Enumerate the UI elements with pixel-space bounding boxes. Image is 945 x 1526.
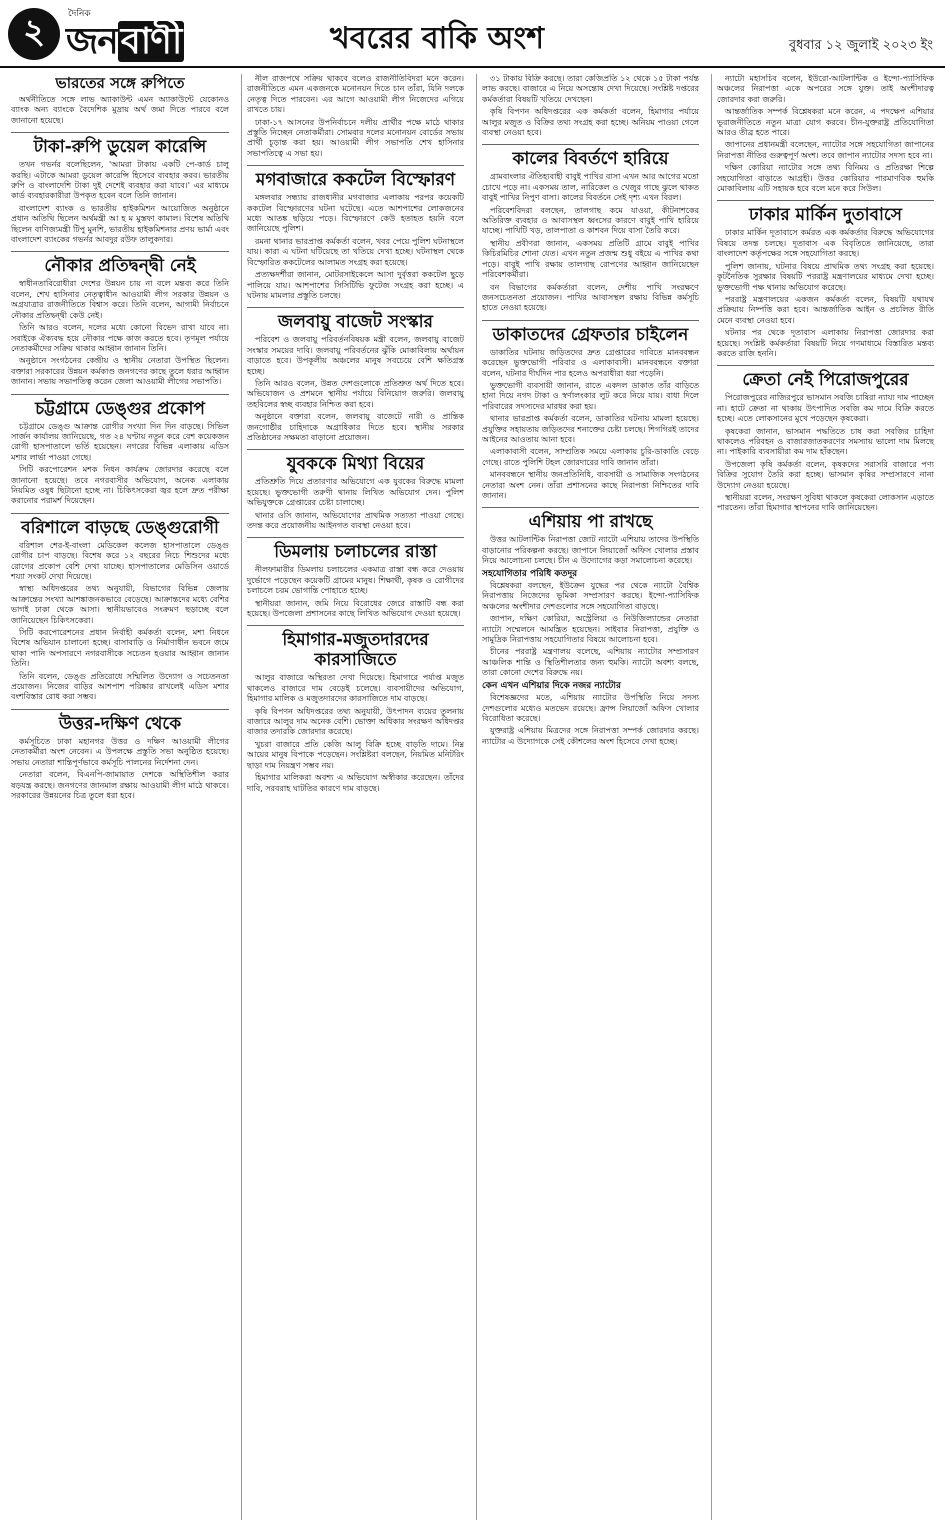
article-body (247, 565, 464, 619)
article-continuation (482, 74, 699, 138)
article-paragraph: ৩১ টাকায় বিক্রি করছে। তারা কেজিপ্রতি ১২ থেকে ১৫ টাকা পর্যন্ত লাভ করছে। বাজারে এ নিয়ে অসন্তোষ দেখা দিয়েছে। সংশ্লিষ্ট দপ্তরের কর্মকর্তারা বিষয়টি খতিয়ে দেখছেন। (482, 74, 699, 104)
article-paragraph: কর্মসূচিতে ঢাকা মহানগর উত্তর ও দক্ষিণ আওয়ামী লীগের নেতাকর্মীরা অংশ নেবেন। এ উপলক্ষে প্রস্তুতি সভা অনুষ্ঠিত হয়েছে। সভায় নেতারা শান্তিপূর্ণভাবে কর্মসূচি পালনের নির্দেশনা দেন। (11, 736, 229, 767)
article-paragraph: অনুষ্ঠানে বক্তারা বলেন, জলবায়ু বাজেটে নারী ও প্রান্তিক জনগোষ্ঠীর চাহিদাকে অগ্রাধিকার দিতে হবে। স্থানীয় সরকার প্রতিষ্ঠানের সক্ষমতা বাড়ানো প্রয়োজন। (247, 412, 464, 442)
article-body (247, 74, 464, 159)
article-headline: টাকা-রুপি ডুয়েল কারেন্সি (11, 132, 229, 160)
column-1 (6, 74, 234, 1520)
article-paragraph: প্রতিশ্রুতি দিয়ে প্রতারণার অভিযোগে এক যুবকের বিরুদ্ধে মামলা হয়েছে। ভুক্তভোগী তরুণী থানায় লিখিত অভিযোগ দেন। পুলিশ অভিযুক্তকে গ্রেপ্তারের চেষ্টা চালাচ্ছে। (247, 477, 464, 508)
article-jubok (247, 449, 464, 531)
column-3 (476, 74, 704, 1520)
article-headline: মগবাজারে ককটেল বিস্ফোরণ (247, 165, 464, 193)
article-body (482, 74, 699, 138)
article-paragraph: খুচরা বাজারে প্রতি কেজি আলু বিক্রি হচ্ছে বাড়তি দামে। নিম্ন আয়ের মানুষ বিপাকে পড়েছেন। সংশ্লিষ্টরা বলছেন, নিয়মিত মনিটরিং ছাড়া দাম নিয়ন্ত্রণ সম্ভব নয়। (247, 739, 464, 770)
article-paragraph: বরিশাল শের-ই-বাংলা মেডিকেল কলেজ হাসপাতালে ডেঙ্গু রোগীর চাপ বাড়ছে। বিশেষ করে ১২ বছরের নিচে শিশুদের মধ্যে রোগের প্রকোপ বেশি দেখা যাচ্ছে। হাসপাতালের মেডিসিন ওয়ার্ডে শয্যা সংকট দেখা দিয়েছে। (11, 540, 229, 581)
article-paragraph: স্বাধীনতাবিরোধীরা দেশের উন্নয়ন চায় না বলে মন্তব্য করে তিনি বলেন, শেখ হাসিনার নেতৃত্বাধীন আওয়ামী লীগ সরকার উন্নয়ন ও অগ্রযাত্রার রাজনীতিতে বিশ্বাস করে। তিনি বলেন, আগামী নির্বাচনে নৌকার প্রতিদ্বন্দ্বী কেউ নেই। (11, 279, 229, 320)
article-body (11, 95, 229, 126)
article-paragraph: ন্যাটো মহাসচিব বলেন, ইউরো-আটলান্টিক ও ইন্দো-প্যাসিফিক অঞ্চলের নিরাপত্তা একে অপরের সঙ্গে যুক্ত। তাই অংশীদারত্ব জোরদার করা জরুরি। (717, 74, 934, 104)
logo-word-a: জন (66, 21, 118, 62)
article-paragraph: কৃষকেরা জানান, ভাসমান পদ্ধতিতে চাষ করা সবজির চাহিদা থাকলেও পরিবহন ও বাজারজাতকরণের সমস্যায় ভালো দাম মিলছে না। পাইকারি ব্যবসায়ীরা কম দাম হাঁকছেন। (717, 426, 934, 457)
article-headline: হিমাগার-মজুতদারদের কারসাজিতে (247, 625, 464, 673)
article-body (717, 74, 934, 194)
page-number: ২ (8, 8, 60, 60)
article-headline: উত্তর-দক্ষিণ থেকে (11, 709, 229, 737)
article-paragraph: আলুর বাজারে অস্থিরতা দেখা দিয়েছে। হিমাগারে পর্যাপ্ত মজুত থাকলেও বাজারে দাম বেড়েই চলেছে। ব্যবসায়ীদের অভিযোগ, হিমাগার মালিক ও মজুতদারদের কারসাজিতে দাম বাড়ছে। (247, 673, 464, 704)
article-kaler (482, 144, 699, 313)
article-paragraph: স্থানীয় প্রবীণরা জানান, একসময় প্রতিটি গ্রামে বাবুই পাখির কিচিরমিচির শোনা যেত। এখন নতুন প্রজন্ম শুধু বইয়ে এ পাখির কথা পড়ে। বাবুই পাখি রক্ষায় তালগাছ রোপণের আহ্বান জানিয়েছেন পরিবেশকর্মীরা। (482, 238, 699, 280)
article-headline: ঢাকার মার্কিন দুতাবাসে (717, 200, 934, 228)
article-subhead: কেন এখন এশিয়ার দিকে নজর ন্যাটোর (482, 680, 621, 691)
article-dimla (247, 537, 464, 619)
article-headline: ডাকাতদের গ্রেফতার চাইলেন (482, 320, 699, 348)
article-kreta (717, 365, 934, 513)
article-paragraph: উত্তর আটলান্টিক নিরাপত্তা জোট ন্যাটো এশিয়ায় তাদের উপস্থিতি বাড়ানোর পরিকল্পনা করছে। জাপানে লিয়াজোঁ অফিস খোলার প্রস্তাব নিয়ে আলোচনা চলছে। চীন এ উদ্যোগের কড়া সমালোচনা করেছে। (482, 535, 699, 566)
article-paragraph: পরিবেশবিদরা বলছেন, তালগাছ কমে যাওয়া, কীটনাশকের অতিরিক্ত ব্যবহার ও আবাসস্থল ধ্বংসের কারণে বাবুই পাখি হারিয়ে যাচ্ছে। পাখিটি খড়, তালপাতা ও কাশবন দিয়ে বাসা তৈরি করে। (482, 205, 699, 236)
article-body (247, 335, 464, 443)
article-mogbazar (247, 165, 464, 301)
article-paragraph: বন বিভাগের কর্মকর্তারা বলেন, দেশীয় পাখি সংরক্ষণে জনসচেতনতা প্রয়োজন। পাখির আবাসস্থল রক্ষায় বিভিন্ন কর্মসূচি হাতে নেওয়া হয়েছে। (482, 282, 699, 313)
article-paragraph: জাপান, দক্ষিণ কোরিয়া, অস্ট্রেলিয়া ও নিউজিল্যান্ডের নেতারা ন্যাটো সম্মেলনে আমন্ত্রিত হয়েছেন। সাইবার নিরাপত্তা, প্রযুক্তি ও সামুদ্রিক নিরাপত্তায় সহযোগিতার বিষয়ে আলোচনা হবে। (482, 614, 699, 645)
article-paragraph: মানববন্ধনে স্থানীয় জনপ্রতিনিধি, ব্যবসায়ী ও সামাজিক সংগঠনের নেতারা অংশ নেন। তাঁরা প্রশাসনের কাছে নিরাপত্তা নিশ্চিতের দাবি জানান। (482, 470, 699, 500)
article-paragraph: ডাকাতির ঘটনায় জড়িতদের দ্রুত গ্রেপ্তারের দাবিতে মানববন্ধন করেছেন ভুক্তভোগী পরিবার ও এলাকাবাসী। মানববন্ধনে বক্তারা বলেন, ঘটনার দীর্ঘদিন পার হলেও অপরাধীরা ধরা পড়েনি। (482, 347, 699, 378)
article-eshia (482, 507, 699, 747)
article-paragraph: চট্টগ্রামে ডেঙ্গু আক্রান্ত রোগীর সংখ্যা দিন দিন বাড়ছে। সিভিল সার্জন কার্যালয় জানিয়েছে, গত ২৪ ঘণ্টায় নতুন করে বেশ কয়েকজন রোগী হাসপাতালে ভর্তি হয়েছেন। নগরের বিভিন্ন এলাকায় এডিস মশার লার্ভা পাওয়া গেছে। (11, 421, 229, 462)
article-body (247, 673, 464, 793)
article-paragraph: যুক্তরাষ্ট্র এশিয়ায় মিত্রদের সঙ্গে নিরাপত্তা সম্পর্ক জোরদার করছে। ন্যাটোর এ উদ্যোগকে সেই কৌশলের অংশ হিসেবে দেখা হচ্ছে। (482, 726, 699, 746)
logo-word-b: বাণী (118, 21, 185, 62)
article-paragraph: স্থানীয়রা বলেন, সংরক্ষণ সুবিধা থাকলে কৃষকেরা লোকসান এড়াতে পারতেন। তাঁরা হিমাগার স্থাপনের দাবি জানিয়েছেন। (717, 493, 934, 513)
dateline: বুধবার ১২ জুলাই ২০২৩ ইং (788, 38, 933, 53)
newspaper-logo (66, 6, 276, 62)
article-paragraph: নেতারা বলেন, বিএনপি-জামায়াত দেশকে অস্থিতিশীল করার ষড়যন্ত্র করছে। জনগণের জানমাল রক্ষায় আওয়ামী লীগ মাঠে থাকবে। সরকারের উন্নয়নের চিত্র তুলে ধরা হবে। (11, 770, 229, 800)
article-body (482, 535, 699, 747)
article-body (482, 172, 699, 313)
column-2 (241, 74, 469, 1520)
article-paragraph: এলাকাবাসী বলেন, সাম্প্রতিক সময়ে এলাকায় চুরি-ডাকাতি বেড়ে গেছে। রাতে পুলিশি টহল জোরদারের দাবি জানান তাঁরা। (482, 447, 699, 467)
article-paragraph: বিশেষজ্ঞদের মতে, এশিয়ায় ন্যাটোর উপস্থিতি নিয়ে সদস্য দেশগুলোর মধ্যেও মতভেদ রয়েছে। ফ্রান্স লিয়াজোঁ অফিস খোলার বিরোধিতা করেছে। (482, 693, 699, 723)
article-chattogram (11, 394, 229, 507)
news-columns (6, 74, 939, 1520)
article-paragraph: তিনি আরও বলেন, উন্নত দেশগুলোকে প্রতিশ্রুত অর্থ দিতে হবে। অভিযোজন ও প্রশমনে স্থানীয় পর্যায়ে বিনিয়োগ জরুরি। জলবায়ু তহবিলের স্বচ্ছ ব্যবহার নিশ্চিত করা হবে। (247, 378, 464, 409)
article-paragraph: কৃষি বিপণন অধিদপ্তরের এক কর্মকর্তা বলেন, হিমাগার পর্যায়ে আলুর মজুত ও বিক্রির তথ্য সংগ্রহ করা হচ্ছে। অনিয়ম পাওয়া গেলে ব্যবস্থা নেওয়া হবে। (482, 107, 699, 138)
article-noukar (11, 251, 229, 387)
article-paragraph: তখন গভর্নর বলেছিলেন, 'আমরা টাকায় একটি পে-কার্ড চালু করছি। এটাকে আমরা ডুয়েল কারেন্সি হিসেবে ব্যবহার করব। ভারতীয় রুপি ও বাংলাদেশি টাকা দুই দেশেই ব্যবহার করা যাবে।' এর মাধ্যমে কার্ড ব্যবহারকারীরা উপকৃত হবেন বলে তিনি জানান। (11, 160, 229, 201)
article-paragraph: নীল রাজপথে সক্রিয় থাকবে বলেও রাজনীতিবিদরা মনে করেন। রাজনীতিতে এমন একজনকে মনোনয়ন দিতে চান তাঁরা, যিনি দলকে নেতৃত্ব দিতে পারবেন। এর আগে আওয়ামী লীগ নিজেদের এগিয়ে রাখতে চায়। (247, 74, 464, 115)
article-headline: কালের বিবর্তণে হারিয়ে (482, 144, 699, 172)
article-himagar (247, 625, 464, 793)
article-paragraph: গ্রামবাংলার ঐতিহ্যবাহী বাবুই পাখির বাসা এখন আর আগের মতো চোখে পড়ে না। একসময় তাল, নারিকেল ও খেজুর গাছে ঝুলে থাকত বাবুই পাখির নিপুণ বাসা। কালের বিবর্তনে সেই দৃশ্য এখন বিরল। (482, 172, 699, 203)
article-paragraph: অনুষ্ঠানে সংগঠনের কেন্দ্রীয় ও স্থানীয় নেতারা উপস্থিত ছিলেন। বক্তারা সরকারের উন্নয়ন কর্মকাণ্ড জনগণের কাছে তুলে ধরার আহ্বান জানান। সভায় সভাপতিত্ব করেন জেলা আওয়ামী লীগের সভাপতি। (11, 356, 229, 387)
article-paragraph: হিমাগার মালিকরা অবশ্য এ অভিযোগ অস্বীকার করেছেন। তাঁদের দাবি, সরবরাহ ঘাটতির কারণে দাম বাড়ছে। (247, 773, 464, 793)
article-headline: নৌকার প্রতিদ্বন্দ্বী নেই (11, 251, 229, 279)
article-body (11, 160, 229, 245)
article-paragraph: তিনি আরও বলেন, দলের মধ্যে কোনো বিভেদ রাখা যাবে না। সবাইকে ঐক্যবদ্ধ হয়ে নৌকার পক্ষে কাজ করতে হবে। তৃণমূল পর্যায়ে নেতাকর্মীদের সক্রিয় থাকার আহ্বান জানান তিনি। (11, 323, 229, 353)
article-paragraph: তিনি বলেন, ডেঙ্গু প্রতিরোধে সম্মিলিত উদ্যোগ ও সচেতনতা প্রয়োজন। নিজের বাড়ির আশপাশ পরিষ্কার রাখলেই এডিস মশার বংশবিস্তার রোধ করা সম্ভব। (11, 671, 229, 702)
article-taka-rupee (11, 132, 229, 245)
article-uttar-dakshin (11, 709, 229, 801)
article-paragraph: উপজেলা কৃষি কর্মকর্তা বলেন, কৃষকদের সরাসরি বাজারে পণ্য বিক্রির সুযোগ তৈরি করা হচ্ছে। ভাসমান কৃষির সম্প্রসারণে নানা উদ্যোগ নেওয়া হয়েছে। (717, 459, 934, 490)
article-barishal (11, 513, 229, 703)
article-paragraph: জাপানের প্রধানমন্ত্রী বলেছেন, ন্যাটোর সঙ্গে সহযোগিতা জাপানের নিরাপত্তা নীতির গুরুত্বপূর্ণ অংশ। তবে জাপান ন্যাটোর সদস্য হবে না। (717, 140, 934, 160)
article-paragraph: ঘটনার পর থেকে দূতাবাস এলাকায় নিরাপত্তা জোরদার করা হয়েছে। সংশ্লিষ্ট কর্মকর্তারা বিষয়টি নিয়ে গণমাধ্যমে বিস্তারিত মন্তব্য করতে রাজি হননি। (717, 328, 934, 358)
article-headline: যুবককে মিথ্যা বিয়ের (247, 449, 464, 477)
article-headline: ক্রেতা নেই পিরোজপুরের (717, 365, 934, 393)
article-paragraph: মঙ্গলবার সন্ধ্যায় রাজধানীর মগবাজার এলাকায় পরপর কয়েকটি ককটেল বিস্ফোরণের ঘটনা ঘটেছে। এতে আশপাশের লোকজনের মধ্যে আতঙ্ক ছড়িয়ে পড়ে। বিস্ফোরণে কেউ হতাহত হয়নি বলে জানিয়েছে পুলিশ। (247, 193, 464, 234)
article-paragraph: পুলিশ জানায়, ঘটনার বিষয়ে প্রাথমিক তথ্য সংগ্রহ করা হয়েছে। কূটনৈতিক সুরক্ষার বিষয়টি পররাষ্ট্র মন্ত্রণালয়ের মাধ্যমে দেখা হচ্ছে। ভুক্তভোগী পক্ষ থানায় অভিযোগ করেছে। (717, 261, 934, 292)
article-paragraph: থানার ওসি জানান, অভিযোগের প্রাথমিক সত্যতা পাওয়া গেছে। তদন্ত করে প্রয়োজনীয় আইনগত ব্যবস্থা নেওয়া হবে। (247, 510, 464, 530)
article-paragraph: কৃষি বিপণন অধিদপ্তরের তথ্য অনুযায়ী, উৎপাদন ব্যয়ের তুলনায় বাজারে আলুর দাম অনেক বেশি। ভোক্তা অধিকার সংরক্ষণ অধিদপ্তর বাজার তদারকি জোরদার করেছে। (247, 706, 464, 737)
section-title: খবরের বাকি অংশ (330, 21, 544, 56)
article-body (11, 279, 229, 387)
article-paragraph: সিটি করপোরেশনের প্রধান নির্বাহী কর্মকর্তা বলেন, মশা নিধনে বিশেষ অভিযান চালানো হচ্ছে। বাসাবাড়ি ও নির্মাণাধীন ভবনে জমে থাকা পানি অপসারণে নগরবাসীকে সচেতন হওয়ার আহ্বান জানান তিনি। (11, 628, 229, 669)
article-dakat (482, 320, 699, 502)
article-paragraph: স্বাস্থ্য অধিদপ্তরের তথ্য অনুযায়ী, বিভাগের বিভিন্ন জেলায় আক্রান্তের সংখ্যা আশঙ্কাজনকভাবে বেড়েছে। আক্রান্তদের মধ্যে বেশির ভাগই ঢাকা থেকে আসা। স্থানীয়ভাবেও সংক্রমণ ছড়াচ্ছে বলে জানিয়েছেন চিকিৎসকেরা। (11, 584, 229, 625)
article-headline: বরিশালে বাড়ছে ডেঙ্গুরোগী (11, 513, 229, 541)
article-headline: চট্টগ্রামে ডেঙ্গুর প্রকোপ (11, 394, 229, 422)
article-headline: ডিমলায় চলাচলের রাস্তা (247, 537, 464, 565)
article-body (11, 422, 229, 507)
article-paragraph: নীলফামারীর ডিমলায় চলাচলের একমাত্র রাস্তা বন্ধ করে দেওয়ায় দুর্ভোগে পড়েছেন কয়েকটি গ্রামের মানুষ। শিক্ষার্থী, কৃষক ও রোগীদের চলাচলে চরম ভোগান্তি পোহাতে হচ্ছে। (247, 565, 464, 596)
article-eshia-continued (717, 74, 934, 194)
article-jolbayu (247, 307, 464, 443)
article-body (482, 348, 699, 502)
article-marine (717, 200, 934, 359)
article-subhead: সহযোগিতার পরিধি কতদূর (482, 568, 578, 579)
article-paragraph: রমনা থানার ভারপ্রাপ্ত কর্মকর্তা বলেন, খবর পেয়ে পুলিশ ঘটনাস্থলে যায়। কারা এ ঘটনা ঘটিয়েছে তা খতিয়ে দেখা হচ্ছে। ঘটনাস্থল থেকে বিস্ফোরিত ককটেলের আলামত সংগ্রহ করা হয়েছে। (247, 236, 464, 267)
article-paragraph: আন্তর্জাতিক সম্পর্ক বিশ্লেষকরা মনে করেন, এ পদক্ষেপ এশিয়ার ভূরাজনীতিতে নতুন মাত্রা যোগ করবে। চীন-যুক্তরাষ্ট্র প্রতিযোগিতা আরও তীব্র হতে পারে। (717, 107, 934, 138)
article-paragraph: প্রত্যক্ষদর্শীরা জানান, মোটরসাইকেলে আসা দুর্বৃত্তরা ককটেল ছুড়ে পালিয়ে যায়। আশপাশের সিসিটিভি ফুটেজ সংগ্রহ করা হচ্ছে। এ ঘটনায় মামলার প্রস্তুতি চলছে। (247, 270, 464, 300)
article-paragraph: থানার ভারপ্রাপ্ত কর্মকর্তা বলেন, ডাকাতির ঘটনায় মামলা হয়েছে। প্রযুক্তির সহায়তায় জড়িতদের শনাক্তের চেষ্টা চলছে। শিগগিরই তাদের আইনের আওতায় আনা হবে। (482, 414, 699, 444)
article-body (717, 393, 934, 513)
article-paragraph: স্থানীয়রা জানান, জমি নিয়ে বিরোধের জেরে রাস্তাটি বন্ধ করা হয়েছে। উপজেলা প্রশাসনের কাছে লিখিত অভিযোগ দেওয়া হয়েছে। (247, 598, 464, 619)
article-paragraph: ঢাকা-১৭ আসনের উপনির্বাচনে দলীয় প্রার্থীর পক্ষে মাঠে থাকার প্রস্তুতি নিচ্ছেন নেতাকর্মীরা। সোমবার দলের মনোনয়ন বোর্ডের সভায় প্রার্থী চূড়ান্ত করা হয়। আওয়ামী লীগ সভাপতি শেখ হাসিনার সভাপতিত্বে এ সভা হয়। (247, 117, 464, 158)
logo-prefix: দৈনিক (68, 9, 91, 19)
article-paragraph: বাংলাদেশ ব্যাংক ও ভারতীয় হাইকমিশন আয়োজিত অনুষ্ঠানে প্রধান অতিথি ছিলেন অর্থমন্ত্রী আ হ ম মুস্তফা কামাল। বিশেষ অতিথি ছিলেন বাণিজ্যমন্ত্রী টিপু মুনশি, ভারতীয় হাইকমিশনার প্রণয় ভার্মা এবং বাংলাদেশ ব্যাংকের গভর্নর আবদুর রউফ তালুকদার। (11, 203, 229, 245)
article-paragraph: ভুক্তভোগী ব্যবসায়ী জানান, রাতে একদল ডাকাত তাঁর বাড়িতে হানা দিয়ে নগদ টাকা ও স্বর্ণালংকার লুট করে নিয়ে যায়। বাধা দিলে পরিবারের সদস্যদের মারধর করা হয়। (482, 380, 699, 411)
article-nil-rajpath (247, 74, 464, 159)
article-paragraph: বিশ্লেষকরা বলছেন, ইউক্রেন যুদ্ধের পর থেকে ন্যাটো বৈশ্বিক নিরাপত্তায় নিজেদের ভূমিকা সম্প্রসারণ করছে। ইন্দো-প্যাসিফিক অঞ্চলের অংশীদার দেশগুলোর সঙ্গে সহযোগিতা বাড়ছে। (482, 581, 699, 611)
article-body (247, 477, 464, 531)
article-body (247, 193, 464, 301)
article-paragraph: ঢাকার মার্কিন দূতাবাসে কর্মরত এক কর্মকর্তার বিরুদ্ধে অভিযোগের বিষয়ে তদন্ত চলছে। দূতাবাস এক বিবৃতিতে জানিয়েছে, তারা বাংলাদেশ কর্তৃপক্ষের সঙ্গে সহযোগিতা করছে। (717, 228, 934, 259)
article-headline: ভারতের সঙ্গে রুপিতে (55, 74, 185, 92)
article-paragraph: দক্ষিণ কোরিয়া ন্যাটোর সঙ্গে তথ্য বিনিময় ও প্রতিরক্ষা শিল্পে সহযোগিতা বাড়াতে আগ্রহী। উত্তর কোরিয়ার পারমাণবিক হুমকি মোকাবিলায় এটি সহায়ক হবে বলে মনে করে সিউল। (717, 163, 934, 194)
article-body (717, 228, 934, 359)
article-paragraph: চীনের পররাষ্ট্র মন্ত্রণালয় বলেছে, এশিয়ায় ন্যাটোর সম্প্রসারণ আঞ্চলিক শান্তি ও স্থিতিশীলতার জন্য হুমকি। ন্যাটো অবশ্য বলছে, তারা কোনো দেশের বিরুদ্ধে নয়। (482, 647, 699, 678)
article-paragraph: পররাষ্ট্র মন্ত্রণালয়ের একজন কর্মকর্তা বলেন, বিষয়টি যথাযথ প্রক্রিয়ায় নিষ্পত্তি করা হবে। আন্তর্জাতিক আইন ও প্রচলিত রীতি মেনে ব্যবস্থা নেওয়া হবে। (717, 294, 934, 325)
article-headline: জলবায়ু বাজেট সংস্কার (247, 307, 464, 335)
article-paragraph: সিটি করপোরেশন মশক নিধন কার্যক্রম জোরদার করেছে বলে জানানো হয়েছে। তবে নগরবাসীর অভিযোগ, অনেক এলাকায় নিয়মিত ওষুধ ছিটানো হচ্ছে না। চিকিৎসকেরা জ্বর হলে দ্রুত পরীক্ষা করানোর পরামর্শ দিয়েছেন। (11, 465, 229, 506)
article-paragraph: পিরোজপুরের নাজিরপুরে ভাসমান সবজি চাষিরা ন্যায্য দাম পাচ্ছেন না। হাটে ক্রেতা না থাকায় উৎপাদিত সবজি কম দামে বিক্রি করতে হচ্ছে। এতে লোকসানের মুখে পড়েছেন কৃষকেরা। (717, 393, 935, 424)
masthead (0, 0, 945, 68)
article-paragraph: অর্থনীতিতে সঙ্গে লাভ অ্যাকাউন্ট এমন অ্যাকাউন্টে যেকোনও ব্যাংক অন্য ব্যাংকে বৈদেশিক মুদ্রায় অর্থ জমা দিতে পারবে বলে জানানো হয়েছে। (11, 95, 229, 125)
article-bharat (11, 74, 229, 126)
logo-wordmark (66, 14, 184, 74)
article-body (11, 541, 229, 703)
article-paragraph: পরিবেশ ও জলবায়ু পরিবর্তনবিষয়ক মন্ত্রী বলেন, জলবায়ু বাজেট সংস্কার সময়ের দাবি। জলবায়ু পরিবর্তনের ঝুঁকি মোকাবিলায় অর্থায়ন বাড়াতে হবে। উপকূলীয় অঞ্চলের মানুষ সবচেয়ে বেশি ক্ষতিগ্রস্ত হচ্ছে। (247, 335, 464, 376)
article-body (11, 737, 229, 801)
article-headline: এশিয়ায় পা রাখছে (482, 507, 699, 535)
column-4 (711, 74, 939, 1520)
